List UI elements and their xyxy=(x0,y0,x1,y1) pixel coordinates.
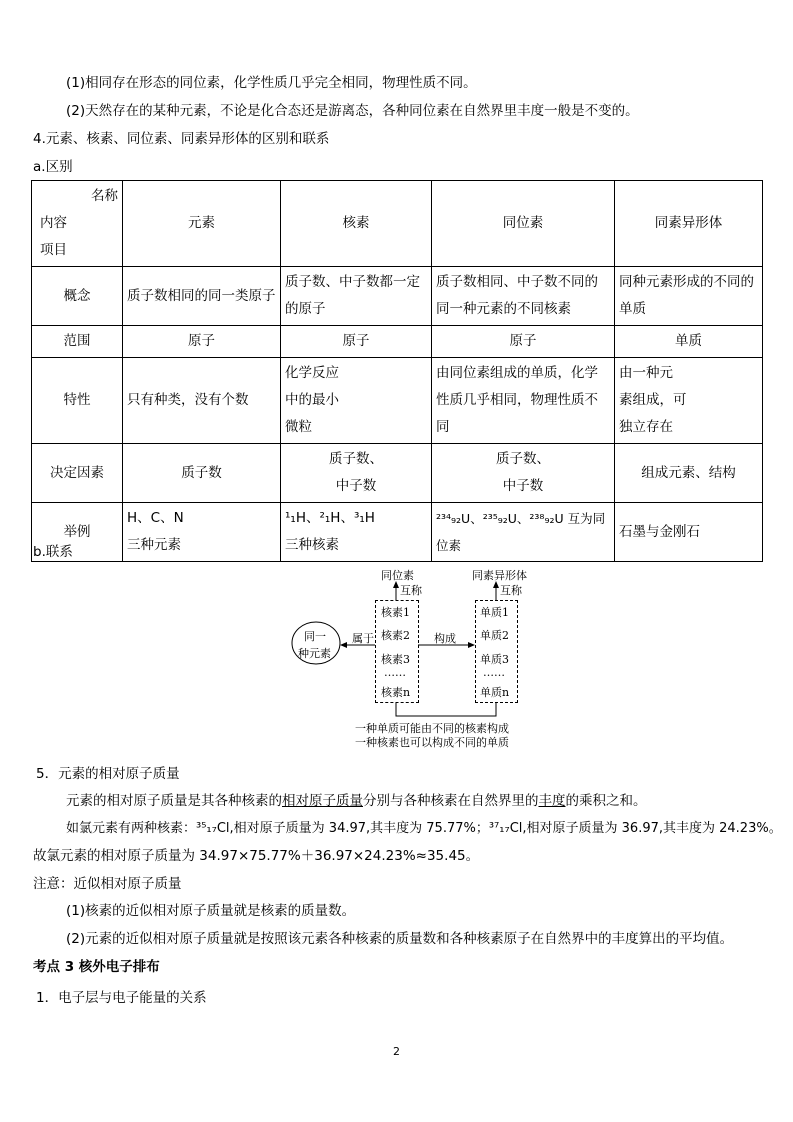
forms-arrow-head xyxy=(468,642,475,648)
b-label: b.联系 xyxy=(33,544,73,560)
table-cell: ²³⁴₉₂U、²³⁵₉₂U、²³⁸₉₂U 互为同位素 xyxy=(432,503,615,562)
substance-item: 单质2 xyxy=(480,629,509,642)
note-title: 注意：近似相对原子质量 xyxy=(33,876,182,892)
row-label: 特性 xyxy=(32,358,123,444)
kaodian3-title: 考点 3 核外电子排布 xyxy=(33,959,160,975)
page-number: 2 xyxy=(393,1045,400,1058)
substance-item: …… xyxy=(483,666,505,679)
table-cell: 石墨与金刚石 xyxy=(615,503,763,562)
section5-p2: 如氯元素有两种核素：³⁵₁₇Cl,相对原子质量为 34.97,其丰度为 75.77%；³⁷₁₇Cl,相对原子质量为 36.97,其丰度为 24.23%。 xyxy=(66,821,782,836)
table-corner: 名称 内容 项目 xyxy=(32,181,123,267)
nuclide-item: …… xyxy=(384,666,406,679)
table-cell: 同种元素形成的不同的单质 xyxy=(615,267,763,326)
section4-title: 4.元素、核素、同位素、同素异形体的区别和联系 xyxy=(33,131,330,147)
col-header: 同位素 xyxy=(432,181,615,267)
row-label: 概念 xyxy=(32,267,123,326)
note-1: (1)核素的近似相对原子质量就是核素的质量数。 xyxy=(66,903,356,919)
intro-p1: (1)相同存在形态的同位素，化学性质几乎完全相同，物理性质不同。 xyxy=(66,75,477,91)
kaodian3-item1: 1．电子层与电子能量的关系 xyxy=(36,990,207,1006)
row-label: 范围 xyxy=(32,326,123,358)
col-header: 核素 xyxy=(281,181,432,267)
nuclide-item: 核素n xyxy=(381,686,411,699)
row-label: 决定因素 xyxy=(32,444,123,503)
isotope-rel: 互称 xyxy=(400,584,422,597)
table-cell: 质子数 xyxy=(123,444,281,503)
allotrope-rel: 互称 xyxy=(500,584,522,597)
diagram-note-1: 一种单质可能由不同的核素构成 xyxy=(355,722,509,735)
circle-text-1: 同一 xyxy=(304,630,326,643)
table-cell: 由一种元 素组成，可 独立存在 xyxy=(615,358,763,444)
col-header: 元素 xyxy=(123,181,281,267)
table-cell: ¹₁H、²₁H、³₁H 三种核素 xyxy=(281,503,432,562)
a-label: a.区别 xyxy=(33,159,73,175)
table-cell: 质子数相同的同一类原子 xyxy=(123,267,281,326)
table-cell: 由同位素组成的单质，化学性质几乎相同，物理性质不同 xyxy=(432,358,615,444)
diagram-note-2: 一种核素也可以构成不同的单质 xyxy=(355,736,509,749)
table-cell: 质子数、 中子数 xyxy=(432,444,615,503)
underline-term: 相对原子质量 xyxy=(282,793,363,809)
table-cell: 组成元素、结构 xyxy=(615,444,763,503)
table-cell: 质子数、 中子数 xyxy=(281,444,432,503)
row-label: 举例 xyxy=(32,503,123,562)
forms-label: 构成 xyxy=(434,632,456,645)
table-cell: H、C、N 三种元素 xyxy=(123,503,281,562)
nuclide-item: 核素2 xyxy=(381,629,410,642)
underline-term: 丰度 xyxy=(538,793,566,809)
table-cell: 质子数相同、中子数不同的同一种元素的不同核素 xyxy=(432,267,615,326)
nuclide-item: 核素1 xyxy=(381,606,410,619)
substance-item: 单质n xyxy=(480,686,510,699)
table-cell: 原子 xyxy=(123,326,281,358)
belongs-arrow-head xyxy=(340,642,347,648)
belongs-label: 属于 xyxy=(352,632,374,645)
table-cell: 原子 xyxy=(432,326,615,358)
allotrope-label: 同素异形体 xyxy=(472,569,527,582)
substance-item: 单质1 xyxy=(480,606,509,619)
bottom-bracket xyxy=(396,702,496,716)
note-2: (2)元素的近似相对原子质量就是按照该元素各种核素的质量数和各种核素原子在自然界中的丰度算出的平均值。 xyxy=(66,931,734,947)
table-cell: 只有种类，没有个数 xyxy=(123,358,281,444)
isotope-label: 同位素 xyxy=(381,569,414,582)
section5-p1: 元素的相对原子质量是其各种核素的相对原子质量分别与各种核素在自然界里的丰度的乘积之和。 xyxy=(66,793,647,809)
section5-p3: 故氯元素的相对原子质量为 34.97×75.77%＋36.97×24.23%≈35.45。 xyxy=(33,848,480,864)
table-cell: 质子数、中子数都一定的原子 xyxy=(281,267,432,326)
circle-text-2: 种元素 xyxy=(298,647,331,660)
nuclide-item: 核素3 xyxy=(381,653,410,666)
section5-title: 5．元素的相对原子质量 xyxy=(36,766,180,782)
col-header: 同素异形体 xyxy=(615,181,763,267)
intro-p2: (2)天然存在的某种元素，不论是化合态还是游离态，各种同位素在自然界里丰度一般是不变的。 xyxy=(66,103,639,119)
table-cell: 原子 xyxy=(281,326,432,358)
substance-item: 单质3 xyxy=(480,653,509,666)
table-cell: 单质 xyxy=(615,326,763,358)
table-cell: 化学反应 中的最小 微粒 xyxy=(281,358,432,444)
